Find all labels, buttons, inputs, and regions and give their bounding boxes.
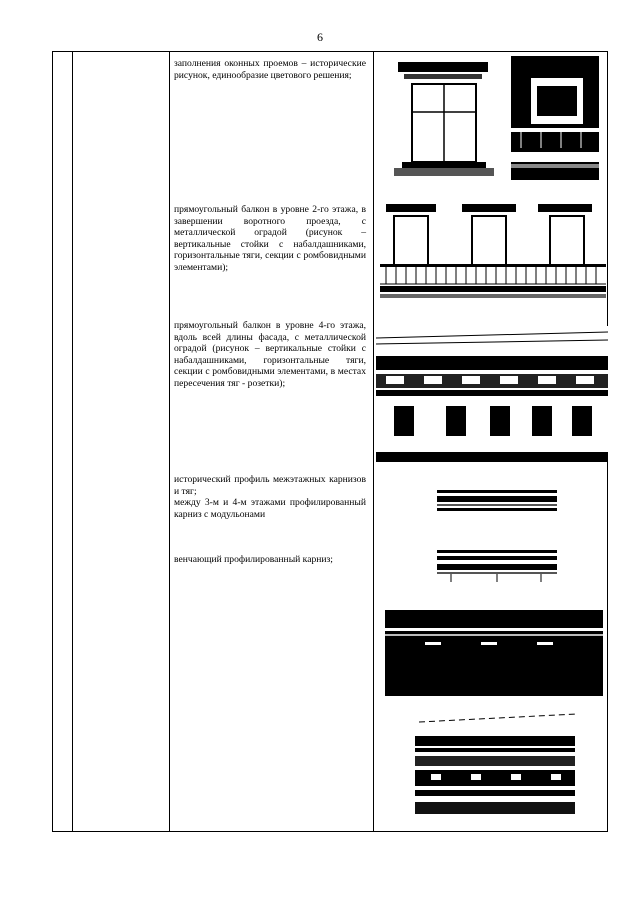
cell-text: заполнения оконных проемов – исторические рисунок, единообразие цветового решения; [174, 58, 366, 81]
column-divider [72, 52, 73, 831]
page-number: 6 [317, 30, 323, 44]
balcony-4th-floor-photo [376, 326, 608, 462]
column-divider [373, 52, 374, 831]
cell-text: исторический профиль межэтажных карнизов и тяг; [174, 474, 366, 497]
cell-text: прямоугольный балкон в уровне 2-го этажа, в завершении воротного проезда, с металлической оградой (рисунок – вертикальные стойки с набалдашниками, горизонтальные тяги, секции с ромбовидными элементами); [174, 204, 366, 273]
balcony-2nd-floor-photo [380, 202, 606, 304]
row-balcony-2-text [174, 204, 366, 274]
dark-window-photo [511, 56, 599, 180]
row-balcony-4-text [174, 320, 366, 390]
cell-text: венчающий профилированный карниз; [174, 554, 333, 565]
cornice-profile-photo [437, 486, 557, 516]
dark-cornice-photo [385, 610, 603, 696]
cell-text: прямоугольный балкон в уровне 4-го этажа, вдоль всей длины фасада, с металлической оградой (рисунок – вертикальные стойки с набалдашниками, горизонтальные тяги, секции с ромбовидными элементами, в местах пересечения тяг - розетки); [174, 320, 366, 389]
column-divider [169, 52, 170, 831]
row-windows-text [174, 58, 366, 81]
cornice-closeup-photo [409, 712, 577, 824]
row-crown-cornice-text [174, 554, 366, 566]
crown-cornice-photo [437, 544, 557, 584]
row-cornices-text [174, 474, 366, 520]
cell-text: между 3-м и 4-м этажами профилированный карниз с модульонами [174, 497, 366, 520]
window-frame-photo [394, 60, 494, 176]
table [52, 51, 608, 832]
